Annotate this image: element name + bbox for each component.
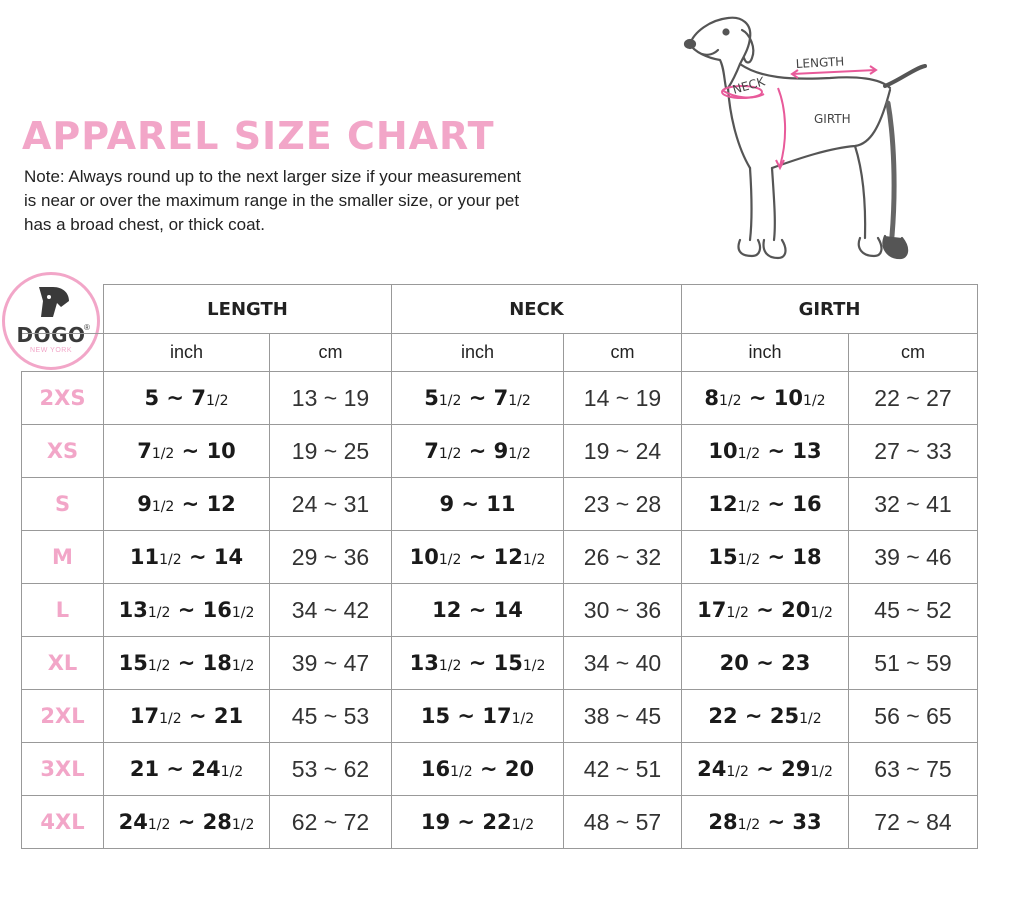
girth-inch-cell [682, 478, 849, 531]
value-part: 10 [409, 545, 439, 569]
length-inch-cell [104, 531, 270, 584]
size-label: 3XL [22, 743, 104, 796]
corner-cell [22, 334, 104, 372]
value-part: ~ [748, 598, 782, 622]
value-part: 10 [206, 439, 236, 463]
note-line: Note: Always round up to the next larger size if your measurement [24, 167, 522, 186]
length-inch-cell [104, 584, 270, 637]
size-label: M [22, 531, 104, 584]
fraction-part: 1/2 [737, 552, 761, 568]
value-part: 13 [118, 598, 148, 622]
value-part: 15 [420, 704, 451, 728]
neck-cm-cell: 26 ~ 32 [564, 531, 682, 584]
unit-header: inch [392, 334, 564, 372]
value-part: ~ [450, 704, 483, 728]
length-cm-cell: 29 ~ 36 [270, 531, 392, 584]
neck-inch-cell [392, 425, 564, 478]
neck-inch-cell [392, 637, 564, 690]
girth-cm-cell: 27 ~ 33 [849, 425, 978, 478]
value-part: 12 [432, 598, 462, 622]
fraction-part: 1/2 [511, 711, 535, 727]
neck-cm-cell: 34 ~ 40 [564, 637, 682, 690]
value-part: ~ [170, 651, 203, 675]
value-part: 21 [129, 757, 160, 781]
length-cm-cell: 13 ~ 19 [270, 372, 392, 425]
unit-header: inch [682, 334, 849, 372]
value-part: ~ [454, 492, 487, 516]
value-part: ~ [760, 810, 793, 834]
fraction-part: 1/2 [810, 605, 833, 621]
registered-mark: ® [84, 323, 90, 332]
value-part: 24 [697, 757, 727, 781]
neck-cm-cell: 23 ~ 28 [564, 478, 682, 531]
value-part: 29 [781, 757, 811, 781]
fraction-part: 1/2 [151, 499, 175, 515]
note-line: has a broad chest, or thick coat. [24, 215, 265, 234]
neck-cm-cell: 42 ~ 51 [564, 743, 682, 796]
value-part: 5 [424, 386, 439, 410]
value-part: 21 [213, 704, 244, 728]
fraction-part: 1/2 [737, 499, 761, 515]
table-row [22, 796, 978, 849]
value-part: 19 [420, 810, 451, 834]
table-row [22, 425, 978, 478]
size-chart-table [21, 284, 978, 849]
neck-cm-cell: 38 ~ 45 [564, 690, 682, 743]
fraction-part: 1/2 [737, 817, 761, 833]
fraction-part: 1/2 [737, 446, 761, 462]
value-part: 25 [769, 704, 800, 728]
table-row [22, 690, 978, 743]
size-label: 2XL [22, 690, 104, 743]
value-part: 17 [482, 704, 512, 728]
neck-inch-cell [392, 531, 564, 584]
neck-cm-cell: 48 ~ 57 [564, 796, 682, 849]
fraction-part: 1/2 [159, 711, 182, 727]
girth-inch-cell [682, 690, 849, 743]
value-part: 13 [409, 651, 439, 675]
length-cm-cell: 19 ~ 25 [270, 425, 392, 478]
value-part: 7 [424, 439, 439, 463]
value-part: 24 [118, 810, 148, 834]
value-part: 11 [129, 545, 160, 569]
value-part: ~ [181, 545, 214, 569]
fraction-part: 1/2 [438, 552, 462, 568]
value-part: 15 [493, 651, 523, 675]
value-part: ~ [461, 439, 494, 463]
header-girth: GIRTH [682, 285, 978, 334]
length-inch-cell [104, 796, 270, 849]
value-part: 7 [191, 386, 206, 410]
value-part: 17 [697, 598, 727, 622]
fraction-part: 1/2 [151, 446, 175, 462]
fraction-part: 1/2 [511, 817, 535, 833]
fraction-part: 1/2 [508, 393, 531, 409]
fraction-part: 1/2 [231, 658, 255, 674]
girth-inch-cell [682, 425, 849, 478]
fraction-part: 1/2 [799, 711, 822, 727]
value-part: 7 [493, 386, 509, 410]
value-part: ~ [737, 704, 770, 728]
table-row [22, 584, 978, 637]
value-part: 12 [493, 545, 523, 569]
value-part: 20 [719, 651, 749, 675]
value-part: ~ [748, 757, 782, 781]
value-part: 28 [202, 810, 232, 834]
fraction-part: 1/2 [220, 764, 244, 780]
girth-cm-cell: 39 ~ 46 [849, 531, 978, 584]
value-part: ~ [472, 757, 505, 781]
value-part: ~ [461, 651, 494, 675]
value-part: 20 [504, 757, 535, 781]
neck-cm-cell: 30 ~ 36 [564, 584, 682, 637]
length-inch-cell [104, 743, 270, 796]
neck-inch-cell [392, 478, 564, 531]
value-part: ~ [741, 386, 774, 410]
value-part: 16 [420, 757, 451, 781]
table-row [22, 743, 978, 796]
header-neck: NECK [392, 285, 682, 334]
fraction-part: 1/2 [438, 393, 462, 409]
value-part: 16 [792, 492, 822, 516]
girth-cm-cell: 45 ~ 52 [849, 584, 978, 637]
value-part: 14 [493, 598, 523, 622]
value-part: ~ [174, 439, 207, 463]
table-row [22, 531, 978, 584]
value-part: 17 [129, 704, 160, 728]
value-part: ~ [159, 757, 192, 781]
value-part: 10 [773, 386, 804, 410]
value-part: 9 [439, 492, 455, 516]
length-inch-cell [104, 425, 270, 478]
value-part: 33 [792, 810, 822, 834]
length-cm-cell: 62 ~ 72 [270, 796, 392, 849]
diagram-girth-label: GIRTH [814, 112, 851, 126]
size-label: S [22, 478, 104, 531]
fraction-part: 1/2 [726, 605, 749, 621]
size-label: L [22, 584, 104, 637]
length-inch-cell [104, 690, 270, 743]
note-line: is near or over the maximum range in the smaller size, or your pet [24, 191, 520, 210]
unit-header: cm [564, 334, 682, 372]
length-cm-cell: 45 ~ 53 [270, 690, 392, 743]
girth-inch-cell [682, 531, 849, 584]
fraction-part: 1/2 [438, 446, 462, 462]
value-part: 18 [202, 651, 232, 675]
fraction-part: 1/2 [450, 764, 473, 780]
value-part: 15 [708, 545, 738, 569]
fraction-part: 1/2 [438, 658, 462, 674]
fraction-part: 1/2 [803, 393, 826, 409]
value-part: 8 [704, 386, 720, 410]
value-part: 11 [486, 492, 516, 516]
fraction-part: 1/2 [522, 552, 546, 568]
unit-header: cm [270, 334, 392, 372]
value-part: ~ [170, 810, 203, 834]
girth-cm-cell: 32 ~ 41 [849, 478, 978, 531]
fraction-part: 1/2 [810, 764, 833, 780]
dog-measurement-diagram-icon [680, 8, 940, 268]
girth-cm-cell: 72 ~ 84 [849, 796, 978, 849]
diagram-length-label: LENGTH [795, 54, 845, 71]
value-part: ~ [159, 386, 192, 410]
value-part: 23 [781, 651, 811, 675]
girth-inch-cell [682, 584, 849, 637]
value-part: ~ [170, 598, 203, 622]
table-row [22, 637, 978, 690]
value-part: 16 [202, 598, 232, 622]
length-inch-cell [104, 637, 270, 690]
size-label: XL [22, 637, 104, 690]
fraction-part: 1/2 [205, 393, 229, 409]
neck-inch-cell [392, 584, 564, 637]
value-part: ~ [461, 598, 494, 622]
value-part: ~ [760, 439, 793, 463]
girth-cm-cell: 63 ~ 75 [849, 743, 978, 796]
value-part: 18 [792, 545, 822, 569]
value-part: ~ [174, 492, 207, 516]
neck-inch-cell [392, 743, 564, 796]
fraction-part: 1/2 [726, 764, 749, 780]
value-part: 5 [144, 386, 160, 410]
neck-cm-cell: 14 ~ 19 [564, 372, 682, 425]
value-part: 28 [708, 810, 738, 834]
fraction-part: 1/2 [231, 817, 255, 833]
size-label: 2XS [22, 372, 104, 425]
value-part: ~ [461, 386, 494, 410]
value-part: ~ [760, 492, 793, 516]
fraction-part: 1/2 [147, 658, 171, 674]
girth-cm-cell: 51 ~ 59 [849, 637, 978, 690]
unit-header: cm [849, 334, 978, 372]
value-part: 9 [137, 492, 152, 516]
corner-cell [22, 285, 104, 334]
girth-inch-cell [682, 372, 849, 425]
value-part: ~ [748, 651, 782, 675]
brand-subtitle: NEW YORK [30, 347, 72, 354]
value-part: 14 [213, 545, 244, 569]
fraction-part: 1/2 [522, 658, 546, 674]
fraction-part: 1/2 [159, 552, 182, 568]
value-part: 7 [137, 439, 152, 463]
size-note [24, 165, 664, 237]
fraction-part: 1/2 [719, 393, 742, 409]
fraction-part: 1/2 [147, 605, 171, 621]
value-part: ~ [760, 545, 793, 569]
value-part: 13 [792, 439, 822, 463]
diagram-neck-label: NECK [730, 74, 767, 97]
value-part: 22 [482, 810, 512, 834]
table-row [22, 478, 978, 531]
table-row [22, 372, 978, 425]
value-part: 22 [708, 704, 738, 728]
neck-inch-cell [392, 796, 564, 849]
fraction-part: 1/2 [231, 605, 255, 621]
value-part: 20 [781, 598, 811, 622]
value-part: 15 [118, 651, 148, 675]
value-part: ~ [461, 545, 494, 569]
girth-inch-cell [682, 637, 849, 690]
value-part: ~ [181, 704, 214, 728]
length-inch-cell [104, 478, 270, 531]
neck-inch-cell [392, 690, 564, 743]
value-part: 12 [206, 492, 236, 516]
length-cm-cell: 39 ~ 47 [270, 637, 392, 690]
size-label: 4XL [22, 796, 104, 849]
header-length: LENGTH [104, 285, 392, 334]
length-cm-cell: 24 ~ 31 [270, 478, 392, 531]
value-part: 9 [493, 439, 509, 463]
value-part: 12 [708, 492, 738, 516]
length-cm-cell: 53 ~ 62 [270, 743, 392, 796]
neck-inch-cell [392, 372, 564, 425]
girth-cm-cell: 22 ~ 27 [849, 372, 978, 425]
size-label: XS [22, 425, 104, 478]
fraction-part: 1/2 [147, 817, 171, 833]
value-part: ~ [450, 810, 483, 834]
girth-inch-cell [682, 743, 849, 796]
unit-header: inch [104, 334, 270, 372]
girth-cm-cell: 56 ~ 65 [849, 690, 978, 743]
value-part: 24 [191, 757, 221, 781]
fraction-part: 1/2 [508, 446, 531, 462]
girth-inch-cell [682, 796, 849, 849]
length-inch-cell [104, 372, 270, 425]
brand-name: DOGO [16, 323, 86, 347]
length-cm-cell: 34 ~ 42 [270, 584, 392, 637]
value-part: 10 [708, 439, 738, 463]
page-title: APPAREL SIZE CHART [22, 114, 495, 158]
neck-cm-cell: 19 ~ 24 [564, 425, 682, 478]
